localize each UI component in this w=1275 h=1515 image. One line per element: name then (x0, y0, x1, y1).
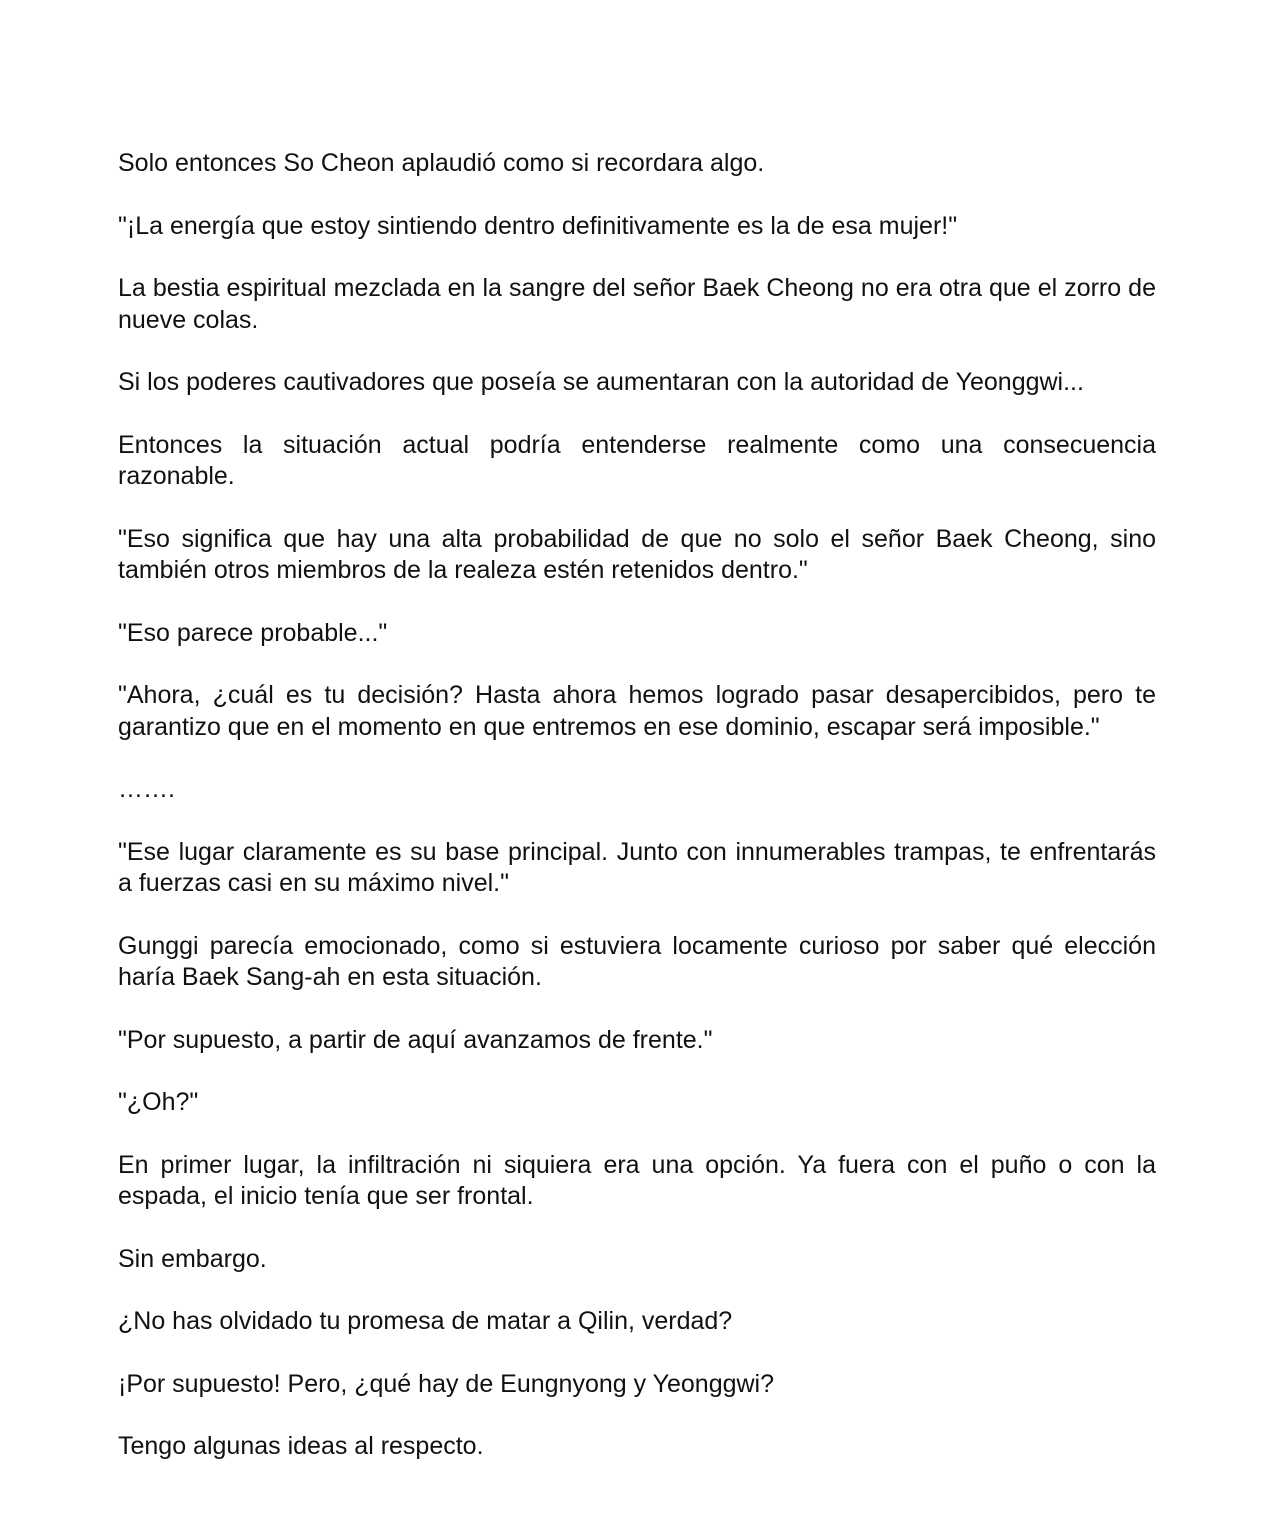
paragraph: Gunggi parecía emocionado, como si estuviera locamente curioso por saber qué elección haría Baek Sang-ah en esta situación. (118, 931, 1156, 991)
paragraph: Entonces la situación actual podría entenderse realmente como una consecuencia razonable. (118, 430, 1156, 490)
paragraph: La bestia espiritual mezclada en la sangre del señor Baek Cheong no era otra que el zorro de nueve colas. (118, 274, 1156, 334)
paragraph: "¿Oh?" (118, 1088, 199, 1116)
paragraph: "¡La energía que estoy sintiendo dentro definitivamente es la de esa mujer!" (118, 211, 958, 240)
paragraph: Si los poderes cautivadores que poseía se aumentaran con la autoridad de Yeonggwi... (118, 368, 1084, 396)
text-column (118, 148, 1156, 1494)
paragraph: "Ese lugar claramente es su base principal. Junto con innumerables trampas, te enfrentarás a fuerzas casi en su máximo nivel." (118, 837, 1156, 897)
paragraph: Sin embargo. (118, 1244, 267, 1273)
paragraph: ¡Por supuesto! Pero, ¿qué hay de Eungnyong y Yeonggwi? (118, 1369, 775, 1398)
paragraph: Tengo algunas ideas al respecto. (118, 1432, 484, 1460)
paragraph: "Eso parece probable..." (118, 618, 388, 647)
paragraph: ¿No has olvidado tu promesa de matar a Qilin, verdad? (118, 1307, 733, 1335)
paragraph: ……. (118, 775, 175, 803)
paragraph: En primer lugar, la infiltración ni siquiera era una opción. Ya fuera con el puño o con la espada, el inicio tenía que ser frontal. (118, 1150, 1156, 1210)
paragraph: "Eso significa que hay una alta probabilidad de que no solo el señor Baek Cheong, sino también otros miembros de la realeza estén retenidos dentro." (118, 524, 1156, 584)
paragraph: "Por supuesto, a partir de aquí avanzamos de frente." (118, 1025, 713, 1054)
paragraph: Solo entonces So Cheon aplaudió como si recordara algo. (118, 149, 765, 177)
paragraph: "Ahora, ¿cuál es tu decisión? Hasta ahora hemos logrado pasar desapercibidos, pero te garantizo que en el momento en que entremos en ese dominio, escapar será imposible." (118, 681, 1156, 741)
